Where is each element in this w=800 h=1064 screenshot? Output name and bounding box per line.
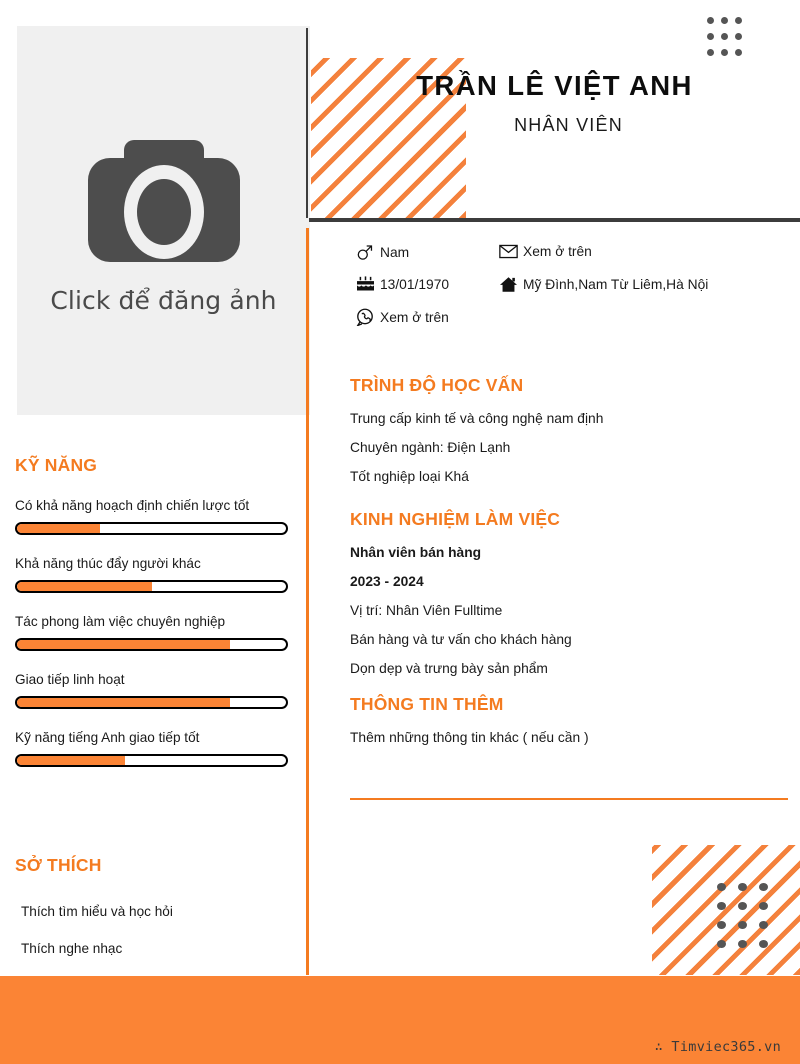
header-stripes-decoration	[311, 58, 466, 218]
dot	[738, 883, 747, 891]
contact-phone-text: Xem ở trên	[380, 309, 449, 325]
dot	[735, 17, 742, 24]
dot	[721, 49, 728, 56]
envelope-icon	[499, 244, 523, 259]
hobbies-section	[15, 855, 295, 978]
skill-progress-fill	[17, 524, 100, 533]
experience-line: Vị trí: Nhân Viên Fulltime	[350, 602, 503, 618]
dot	[738, 921, 747, 929]
dot	[738, 940, 747, 948]
dot	[759, 902, 768, 910]
candidate-name: TRẦN LÊ VIỆT ANH	[416, 70, 693, 101]
extra-info-section	[350, 694, 790, 758]
education-line: Tốt nghiệp loại Khá	[350, 468, 469, 484]
dot	[759, 940, 768, 948]
skill-progress-bar[interactable]	[15, 580, 288, 593]
contact-address	[499, 276, 708, 293]
right-column	[309, 0, 800, 975]
skills-section-title: KỸ NĂNG	[15, 455, 98, 475]
hobby-item: Thích tìm hiểu và học hỏi	[21, 904, 173, 919]
experience-line: Dọn dẹp và trưng bày sản phẩm	[350, 660, 548, 676]
education-section	[350, 375, 790, 497]
skill-row	[15, 498, 295, 535]
skill-progress-fill	[17, 640, 230, 649]
contact-email	[499, 244, 592, 259]
education-line: Trung cấp kinh tế và công nghệ nam định	[350, 411, 604, 426]
dot	[717, 921, 726, 929]
column-divider-dark	[306, 28, 308, 218]
dot	[717, 940, 726, 948]
dot	[717, 883, 726, 891]
skill-label: Tác phong làm việc chuyên nghiệp	[15, 614, 226, 629]
extra-info-line: Thêm những thông tin khác ( nếu cần )	[350, 730, 589, 745]
dot	[717, 902, 726, 910]
dot	[738, 902, 747, 910]
dot	[759, 921, 768, 929]
contact-row	[356, 308, 786, 330]
contact-gender	[356, 244, 499, 261]
skill-row	[15, 672, 295, 709]
candidate-job-title: NHÂN VIÊN	[514, 115, 623, 135]
experience-section-title: KINH NGHIỆM LÀM VIỆC	[350, 509, 561, 529]
dot	[707, 49, 714, 56]
extra-info-section-title: THÔNG TIN THÊM	[350, 694, 504, 714]
dot	[759, 883, 768, 891]
contact-birthday-text: 13/01/1970	[380, 277, 450, 292]
skill-progress-bar[interactable]	[15, 638, 288, 651]
dot	[735, 49, 742, 56]
skill-progress-fill	[17, 582, 152, 591]
footer-brand-text: ∴ Timviec365.vn	[654, 1039, 781, 1055]
dot	[735, 33, 742, 40]
experience-line: Bán hàng và tư vấn cho khách hàng	[350, 631, 572, 647]
education-line: Chuyên ngành: Điện Lạnh	[350, 439, 511, 455]
contact-row	[356, 244, 786, 266]
skill-progress-bar[interactable]	[15, 696, 288, 709]
contact-phone	[356, 308, 499, 326]
skill-label: Khả năng thúc đẩy người khác	[15, 556, 201, 571]
skill-progress-fill	[17, 698, 230, 707]
contact-info-block	[356, 244, 786, 340]
home-icon	[499, 276, 523, 293]
dot	[721, 33, 728, 40]
skill-progress-bar[interactable]	[15, 522, 288, 535]
skill-progress-bar[interactable]	[15, 754, 288, 767]
education-section-title: TRÌNH ĐỘ HỌC VẤN	[350, 375, 524, 395]
photo-upload-caption: Click để đăng ảnh	[50, 286, 277, 315]
dot	[707, 17, 714, 24]
birthday-cake-icon	[356, 276, 380, 293]
phone-icon	[356, 308, 380, 326]
skill-progress-fill	[17, 756, 125, 765]
dot-grid-corner-decoration	[717, 883, 780, 959]
photo-upload-placeholder[interactable]	[17, 26, 310, 415]
dot	[707, 33, 714, 40]
contact-gender-text: Nam	[380, 245, 410, 260]
skill-row	[15, 730, 295, 767]
skills-section	[15, 455, 295, 788]
footer-bar	[0, 976, 800, 1064]
hobby-item: Thích nghe nhạc	[21, 941, 123, 956]
experience-job-title: Nhân viên bán hàng	[350, 545, 482, 560]
experience-section	[350, 509, 790, 689]
skill-label: Giao tiếp linh hoạt	[15, 672, 125, 687]
skill-label: Kỹ năng tiếng Anh giao tiếp tốt	[15, 730, 200, 745]
dot	[721, 17, 728, 24]
left-column	[0, 0, 307, 975]
contact-row	[356, 276, 786, 298]
hobbies-section-title: SỞ THÍCH	[15, 855, 102, 875]
experience-date-range: 2023 - 2024	[350, 573, 424, 589]
skill-label: Có khả năng hoạch định chiến lược tốt	[15, 498, 250, 513]
contact-birthday	[356, 276, 499, 293]
gender-male-icon	[356, 244, 380, 261]
extra-info-underline	[350, 798, 788, 800]
header-horizontal-rule	[309, 218, 800, 222]
dot-grid-top-decoration	[707, 17, 749, 65]
contact-address-text: Mỹ Đình,Nam Từ Liêm,Hà Nội	[523, 277, 709, 292]
contact-email-text: Xem ở trên	[523, 244, 592, 259]
skill-row	[15, 556, 295, 593]
camera-icon	[78, 126, 250, 276]
skill-row	[15, 614, 295, 651]
